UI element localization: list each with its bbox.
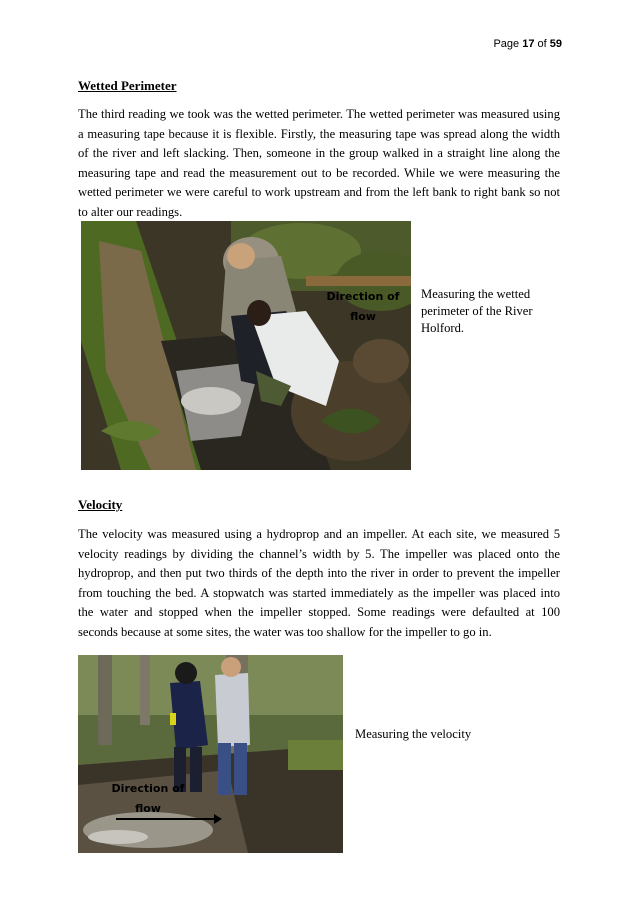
wetted-flow-label bbox=[317, 287, 409, 327]
wetted-perimeter-heading: Wetted Perimeter bbox=[78, 78, 177, 93]
page-number bbox=[493, 38, 562, 50]
wetted-flow-label-line2: flow bbox=[350, 310, 376, 323]
wetted-perimeter-caption: Measuring the wetted perimeter of the River Holford. bbox=[421, 287, 533, 335]
velocity-heading: Velocity bbox=[78, 497, 123, 512]
wetted-perimeter-photo-image bbox=[81, 221, 411, 470]
page-number-total: 59 bbox=[549, 38, 562, 50]
velocity-flow-label-line2: flow bbox=[135, 802, 161, 815]
wetted-flow-label-line1: Direction of bbox=[326, 290, 400, 303]
page-number-prefix: Page bbox=[493, 38, 523, 50]
velocity-photo bbox=[78, 655, 343, 853]
velocity-caption: Measuring the velocity bbox=[355, 727, 472, 741]
page-number-separator: of bbox=[534, 38, 550, 50]
velocity-photo-image bbox=[78, 655, 343, 853]
velocity-flow-arrow bbox=[116, 818, 220, 820]
wetted-perimeter-photo bbox=[81, 221, 411, 470]
page-number-current: 17 bbox=[522, 38, 535, 50]
velocity-flow-label bbox=[100, 779, 196, 819]
velocity-flow-label-line1: Direction of bbox=[111, 782, 185, 795]
velocity-paragraph: The velocity was measured using a hydroprop and an impeller. At each site, we measured 5 velocity readings by dividing the channel’s width by 5. The impeller was placed onto the hydroprop, and then put two thirds of the depth into the river in order to prevent the impeller from touching the bed. A stopwatch was started immediately as the impeller was placed into the water and stopped when the impeller stopped. Some readings were defaulted at 100 seconds because at some sites, the water was too shallow for the impeller to go in. bbox=[78, 527, 560, 639]
wetted-perimeter-paragraph: The third reading we took was the wetted perimeter. The wetted perimeter was measured using a measuring tape because it is flexible. Firstly, the measuring tape was spread along the width of the river and left slacking. Then, someone in the group walked in a straight line along the measuring tape and read the measurement out to be recorded. While we were measuring the wetted perimeter we were careful to work upstream and from the left bank to right bank so not to alter our readings. bbox=[78, 107, 560, 219]
